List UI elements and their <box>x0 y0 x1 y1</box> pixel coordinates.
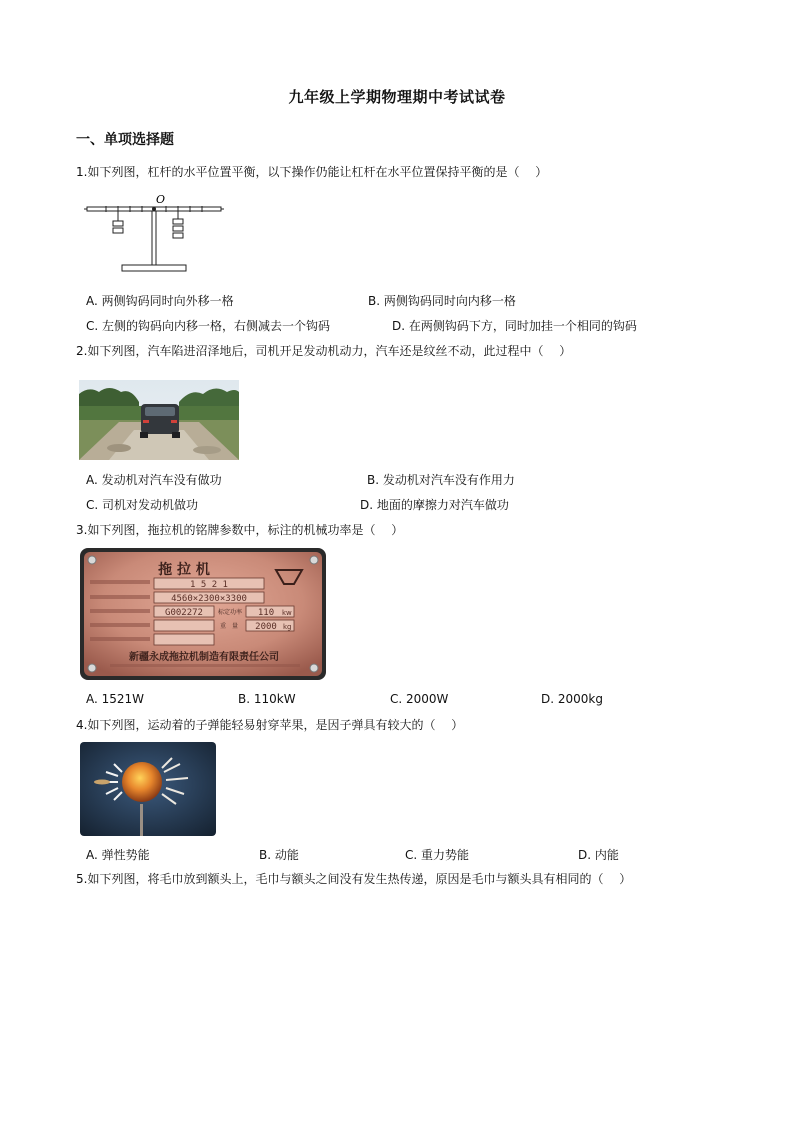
q4-option-c: C. 重力势能 <box>405 848 470 862</box>
section-heading: 一、单项选择题 <box>76 132 174 148</box>
plate-power-unit: kw <box>282 609 292 617</box>
pivot-label: O <box>156 193 166 206</box>
plate-model: 1 5 2 1 <box>190 580 228 590</box>
car-in-mud-photo <box>79 380 239 460</box>
plate-mass-value: 2000 <box>255 622 277 632</box>
plate-mass-unit: kg <box>283 623 292 631</box>
lever-figure <box>84 193 224 277</box>
plate-mass-label: 重 量 <box>220 623 239 630</box>
q4-option-b: B. 动能 <box>259 848 299 862</box>
plate-power-value: 110 <box>257 608 275 618</box>
q2-option-c: C. 司机对发动机做功 <box>86 498 199 512</box>
q4-option-d: D. 内能 <box>578 848 619 862</box>
plate-engine-no: G002272 <box>165 608 203 618</box>
q4-option-a: A. 弹性势能 <box>86 848 150 862</box>
page-title: 九年级上学期物理期中考试试卷 <box>288 88 506 106</box>
plate-heading: 拖 拉 机 <box>158 562 210 578</box>
plate-dimensions: 4560×2300×3300 <box>171 594 247 604</box>
tractor-nameplate-photo <box>80 548 326 680</box>
q2-option-b: B. 发动机对汽车没有作用力 <box>367 473 515 487</box>
question-3-text: 3.如下列图，拖拉机的铭牌参数中，标注的机械功率是（ ） <box>76 523 404 537</box>
q1-option-a: A. 两侧钩码同时向外移一格 <box>86 294 234 308</box>
q3-option-a: A. 1521W <box>86 692 145 706</box>
q2-option-d: D. 地面的摩擦力对汽车做功 <box>360 498 509 512</box>
q3-option-b: B. 110kW <box>238 692 296 706</box>
plate-power-label: 标定功率 <box>218 609 243 616</box>
question-1-text: 1.如下列图，杠杆的水平位置平衡，以下操作仍能让杠杆在水平位置保持平衡的是（ ） <box>76 165 548 179</box>
plate-maker: 新疆永成拖拉机制造有限责任公司 <box>129 652 279 663</box>
question-2-text: 2.如下列图，汽车陷进沼泽地后，司机开足发动机动力，汽车还是纹丝不动，此过程中（ ） <box>76 344 572 358</box>
q1-option-d: D. 在两侧钩码下方，同时加挂一个相同的钩码 <box>392 319 637 333</box>
q2-option-a: A. 发动机对汽车没有做功 <box>86 473 222 487</box>
q1-option-b: B. 两侧钩码同时向内移一格 <box>368 294 516 308</box>
q3-option-d: D. 2000kg <box>541 692 603 706</box>
question-4-text: 4.如下列图，运动着的子弹能轻易射穿苹果，是因子弹具有较大的（ ） <box>76 718 464 732</box>
q3-option-c: C. 2000W <box>390 692 449 706</box>
question-5-text: 5.如下列图，将毛巾放到额头上，毛巾与额头之间没有发生热传递，原因是毛巾与额头具有相同的（ ） <box>76 872 632 886</box>
q1-option-c: C. 左侧的钩码向内移一格，右侧减去一个钩码 <box>86 319 331 333</box>
bullet-apple-photo <box>80 742 216 836</box>
